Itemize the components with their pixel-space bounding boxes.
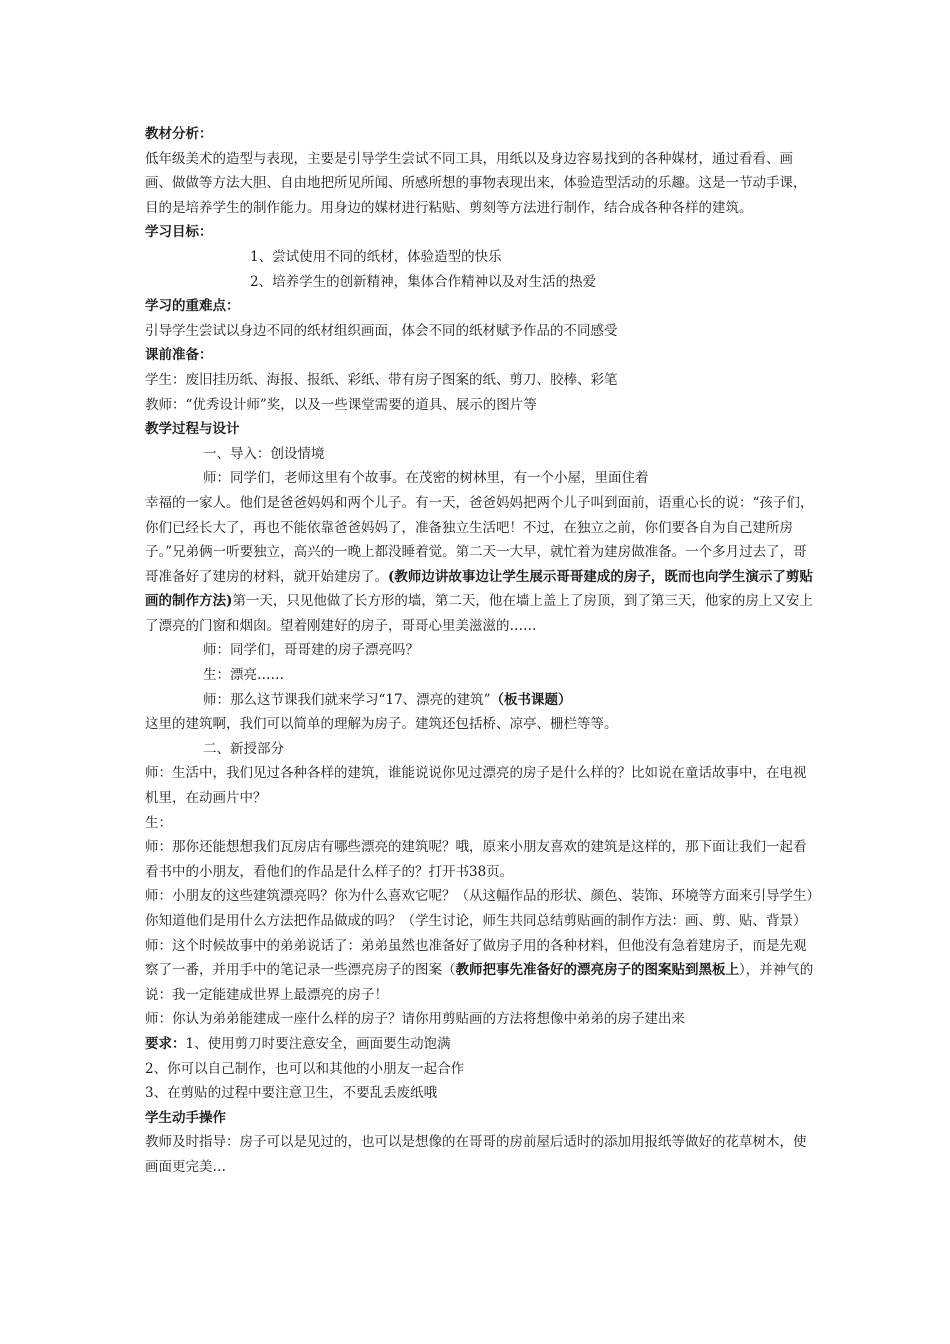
requirements-line bbox=[145, 1032, 815, 1057]
dialog-5-text-b: ），并神气的说：我一定能建成世界上最漂亮的房子！ bbox=[145, 962, 814, 1003]
story-text-b: 第一天，只见他做了长方形的墙，第二天，他在墙上盖上了房顶，到了第三天，他家的房上又安上了漂亮的门窗和烟囱。望着刚建好的房子，哥哥心里美滋滋的…… bbox=[145, 593, 813, 634]
story-text-a: 幸福的一家人。他们是爸爸妈妈和两个儿子。有一天，爸爸妈妈把两个儿子叫到面前，语重心长的说：“孩子们，你们已经长大了，再也不能依靠爸爸妈妈了，准备独立生活吧！不过，在独立之前，你们要各自为自己建所房子。”兄弟俩一听要独立，高兴的一晚上都没睡着觉。第二天一大早，就忙着为建房做准备。一个多月过去了，哥哥准备好了建房的材料，就开始建房了。 bbox=[145, 494, 814, 585]
requirement-2: 2、你可以自己制作，也可以和其他的小朋友一起合作 bbox=[145, 1060, 465, 1077]
story-intro: 师：同学们，老师这里有个故事。在茂密的树林里，有一个小屋，里面住着 bbox=[203, 470, 649, 487]
student-answer-1: 生：漂亮…… bbox=[203, 667, 284, 684]
building-explanation: 这里的建筑啊，我们可以简单的理解为房子。建筑还包括桥、凉亭、栅栏等等。 bbox=[145, 716, 618, 733]
preparation-teacher: 教师：“优秀设计师”奖，以及一些课堂需要的道具、展示的图片等 bbox=[145, 396, 537, 413]
dialog-paragraph-1: 师：生活中，我们见过各种各样的建筑，谁能说说你见过漂亮的房子是什么样的？比如说在童话故事中，在电视机里，在动画片中？ bbox=[145, 765, 807, 807]
requirement-3: 3、在剪贴的过程中要注意卫生，不要乱丢废纸哦 bbox=[145, 1085, 438, 1102]
dialog-paragraph-3: 师：那你还能想想我们瓦房店有哪些漂亮的建筑呢？哦，原来小朋友喜欢的建筑是这样的，那下面让我们一起看看书中的小朋友，看他们的作品是什么样子的？打开书38页。 bbox=[145, 839, 807, 880]
dialog-paragraph-6: 师：你认为弟弟能建成一座什么样的房子？请你用剪贴画的方法将想像中弟弟的房子建出来 bbox=[145, 1011, 685, 1028]
dialog-paragraph-4: 师：小朋友的这些建筑漂亮吗？你为什么喜欢它呢？（从这幅作品的形状、颜色、装饰、环境等方面来引导学生）你知道他们是用什么方法把作品做成的吗？（学生讨论，师生共同总结剪贴画的制作方法：画、剪、贴、背景） bbox=[145, 888, 814, 929]
requirements-label: 要求： bbox=[145, 1035, 186, 1052]
section-heading-material-analysis: 教材分析： bbox=[145, 126, 213, 142]
dialog-5-teacher-note: 教师把事先准备好的漂亮房子的图案贴到黑板上 bbox=[455, 962, 739, 979]
key-points-text: 引导学生尝试以身边不同的纸材组织画面，体会不同的纸材赋予作品的不同感受 bbox=[145, 322, 618, 339]
section-heading-key-points: 学习的重难点： bbox=[145, 298, 240, 315]
dialog-paragraph-5 bbox=[145, 934, 815, 1008]
teacher-line-topic bbox=[145, 688, 815, 713]
part-1-heading: 一、导入：创设情境 bbox=[203, 445, 325, 462]
lesson-plan-document bbox=[145, 122, 815, 1180]
story-teacher-note: (教师边讲故事边让学生展示哥哥建成的房子，既而也向学生演示了剪贴画的制作方法) bbox=[145, 568, 813, 610]
material-analysis-text: 低年级美术的造型与表现，主要是引导学生尝试不同工具，用纸以及身边容易找到的各种媒材，通过看看、画画、做做等方法大胆、自由地把所见所闻、所感所想的事物表现出来，体验造型活动的乐趣。这是一节动手课，目的是培养学生的制作能力。用身边的媒材进行粘贴、剪刻等方法进行制作，结合成各种各样的建筑。 bbox=[145, 150, 807, 216]
section-heading-student-operation: 学生动手操作 bbox=[145, 1109, 226, 1126]
teacher-question-1: 师：同学们，哥哥建的房子漂亮吗？ bbox=[203, 642, 419, 659]
section-heading-learning-goals: 学习目标： bbox=[145, 224, 213, 241]
learning-goal-1: 1、尝试使用不同的纸材，体验造型的快乐 bbox=[250, 248, 502, 265]
learning-goal-2: 2、培养学生的创新精神，集体合作精神以及对生活的热爱 bbox=[250, 273, 597, 290]
topic-text: 师：那么这节课我们就来学习“17、漂亮的建筑” bbox=[203, 691, 491, 708]
section-heading-teaching-process: 教学过程与设计 bbox=[145, 421, 240, 438]
student-operation-text: 教师及时指导：房子可以是见过的，也可以是想像的在哥哥的房前屋后适时的添加用报纸等做好的花草树木，使画面更完美… bbox=[145, 1134, 807, 1175]
part-2-heading: 二、新授部分 bbox=[203, 740, 284, 757]
dialog-5-text-a: 师：这个时候故事中的弟弟说话了：弟弟虽然也准备好了做房子用的各种材料，但他没有急着建房子，而是先观察了一番，并用手中的笔记录一些漂亮房子的图案（ bbox=[145, 937, 807, 979]
requirement-1: 1、使用剪刀时要注意安全，画面要生动饱满 bbox=[185, 1035, 451, 1052]
dialog-paragraph-2: 生： bbox=[145, 814, 172, 831]
story-paragraph bbox=[145, 491, 815, 639]
section-heading-preparation: 课前准备： bbox=[145, 347, 213, 364]
preparation-students: 学生：废旧挂历纸、海报、报纸、彩纸、带有房子图案的纸、剪刀、胶棒、彩笔 bbox=[145, 371, 618, 388]
topic-board-note: （板书课题） bbox=[490, 691, 572, 708]
